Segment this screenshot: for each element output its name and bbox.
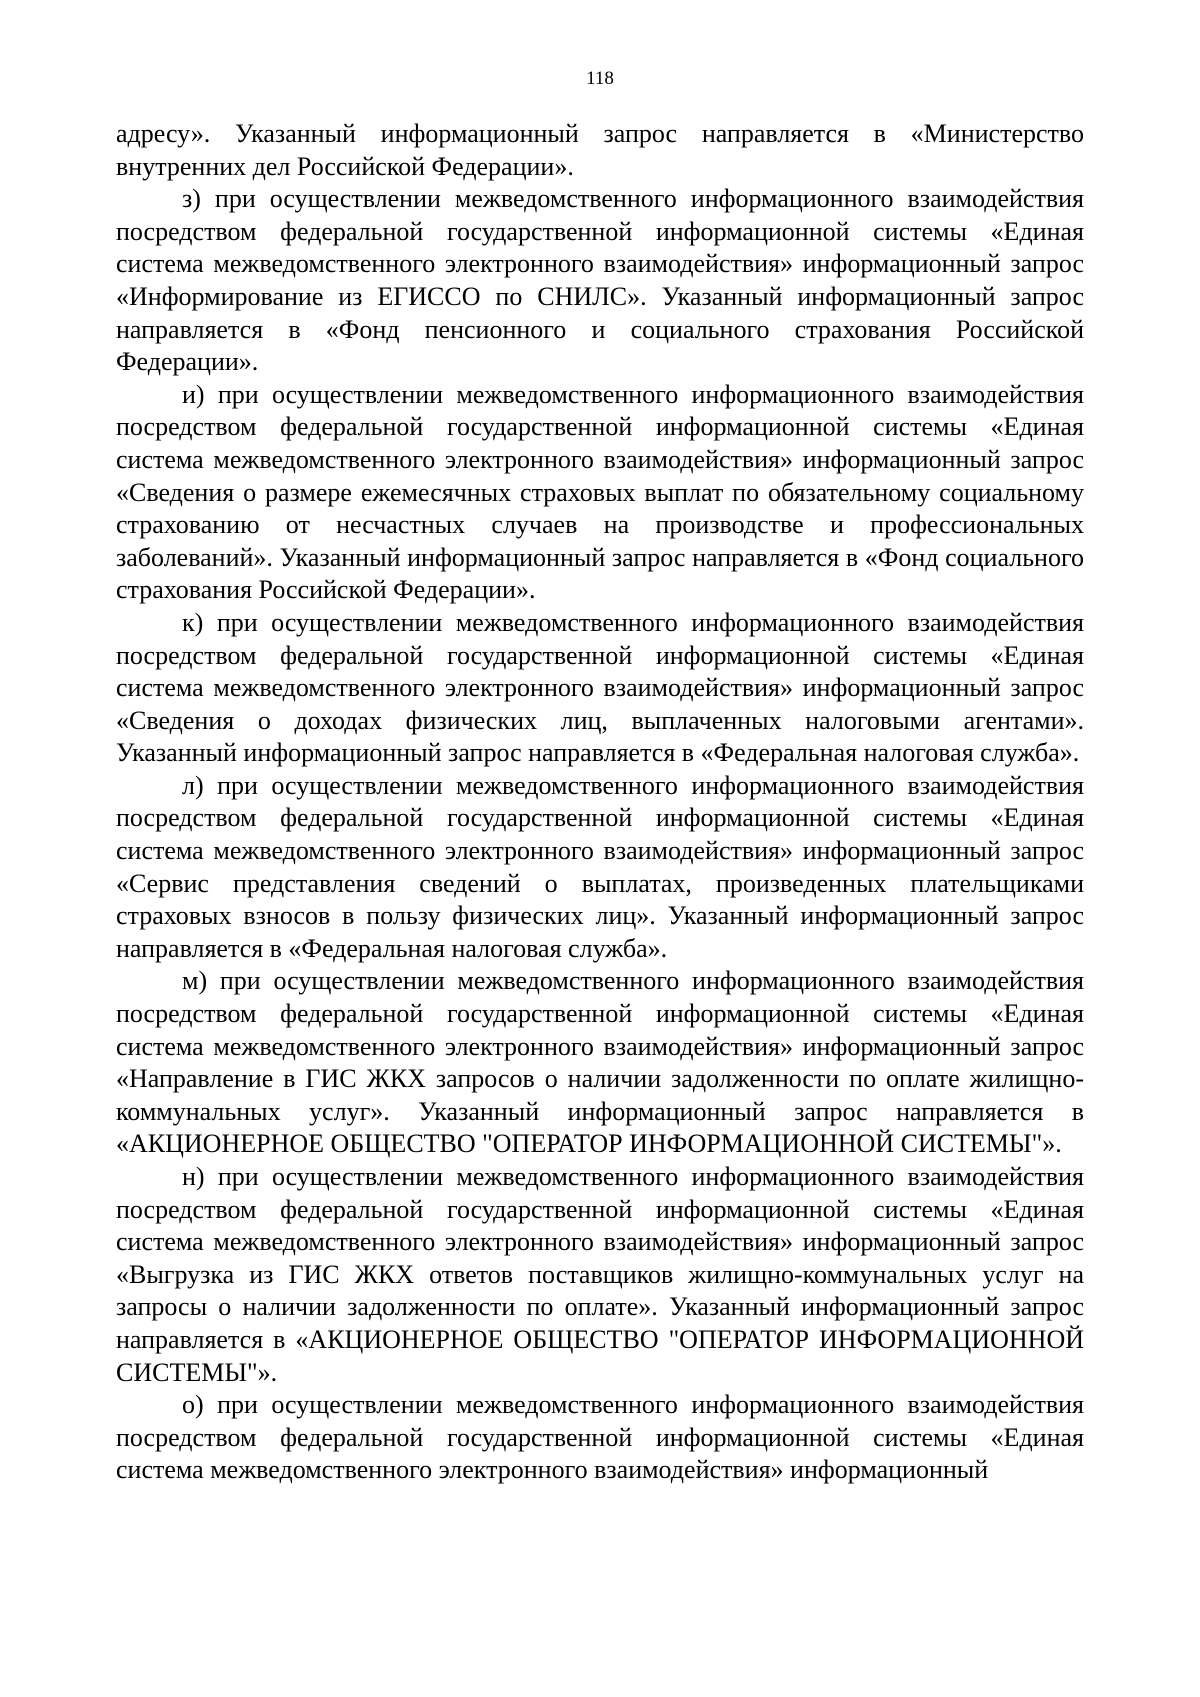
paragraph-item-z: з) при осуществлении межведомственного информационного взаимодействия посредством федеральной государственной информационной системы «Единая система межведомственного электронного взаимодействия» информационный запрос «Информирование из ЕГИССО по СНИЛС». Указанный информационный запрос направляется в «Фонд пенсионного и социального страхования Российской Федерации». xyxy=(116,184,1084,377)
document-body xyxy=(116,118,1084,1487)
paragraph-item-k: к) при осуществлении межведомственного информационного взаимодействия посредством федеральной государственной информационной системы «Единая система межведомственного электронного взаимодействия» информационный запрос «Сведения о доходах физических лиц, выплаченных налоговыми агентами». Указанный информационный запрос направляется в «Федеральная налоговая служба». xyxy=(116,607,1084,768)
paragraph-item-n: н) при осуществлении межведомственного информационного взаимодействия посредством федеральной государственной информационной системы «Единая система межведомственного электронного взаимодействия» информационный запрос «Выгрузка из ГИС ЖКХ ответов поставщиков жилищно-коммунальных услуг на запросы о наличии задолженности по оплате». Указанный информационный запрос направляется в «АКЦИОНЕРНОЕ ОБЩЕСТВО "ОПЕРАТОР ИНФОРМАЦИОННОЙ СИСТЕМЫ"». xyxy=(116,1162,1084,1387)
paragraph-item-o: о) при осуществлении межведомственного информационного взаимодействия посредством федеральной государственной информационной системы «Единая система межведомственного электронного взаимодействия» информационный xyxy=(116,1390,1084,1485)
page-number: 118 xyxy=(586,68,614,89)
paragraph-item-l: л) при осуществлении межведомственного информационного взаимодействия посредством федеральной государственной информационной системы «Единая система межведомственного электронного взаимодействия» информационный запрос «Сервис представления сведений о выплатах, произведенных плательщиками страховых взносов в пользу физических лиц». Указанный информационный запрос направляется в «Федеральная налоговая служба». xyxy=(116,770,1084,963)
paragraph-item-m: м) при осуществлении межведомственного информационного взаимодействия посредством федеральной государственной информационной системы «Единая система межведомственного электронного взаимодействия» информационный запрос «Направление в ГИС ЖКХ запросов о наличии задолженности по оплате жилищно-коммунальных услуг». Указанный информационный запрос направляется в «АКЦИОНЕРНОЕ ОБЩЕСТВО "ОПЕРАТОР ИНФОРМАЦИОННОЙ СИСТЕМЫ"». xyxy=(116,966,1084,1159)
paragraph-continuation: адресу». Указанный информационный запрос направляется в «Министерство внутренних дел Российской Федерации». xyxy=(116,119,1084,181)
paragraph-item-i: и) при осуществлении межведомственного информационного взаимодействия посредством федеральной государственной информационной системы «Единая система межведомственного электронного взаимодействия» информационный запрос «Сведения о размере ежемесячных страховых выплат по обязательному социальному страхованию от несчастных случаев на производстве и профессиональных заболеваний». Указанный информационный запрос направляется в «Фонд социального страхования Российской Федерации». xyxy=(116,379,1084,605)
